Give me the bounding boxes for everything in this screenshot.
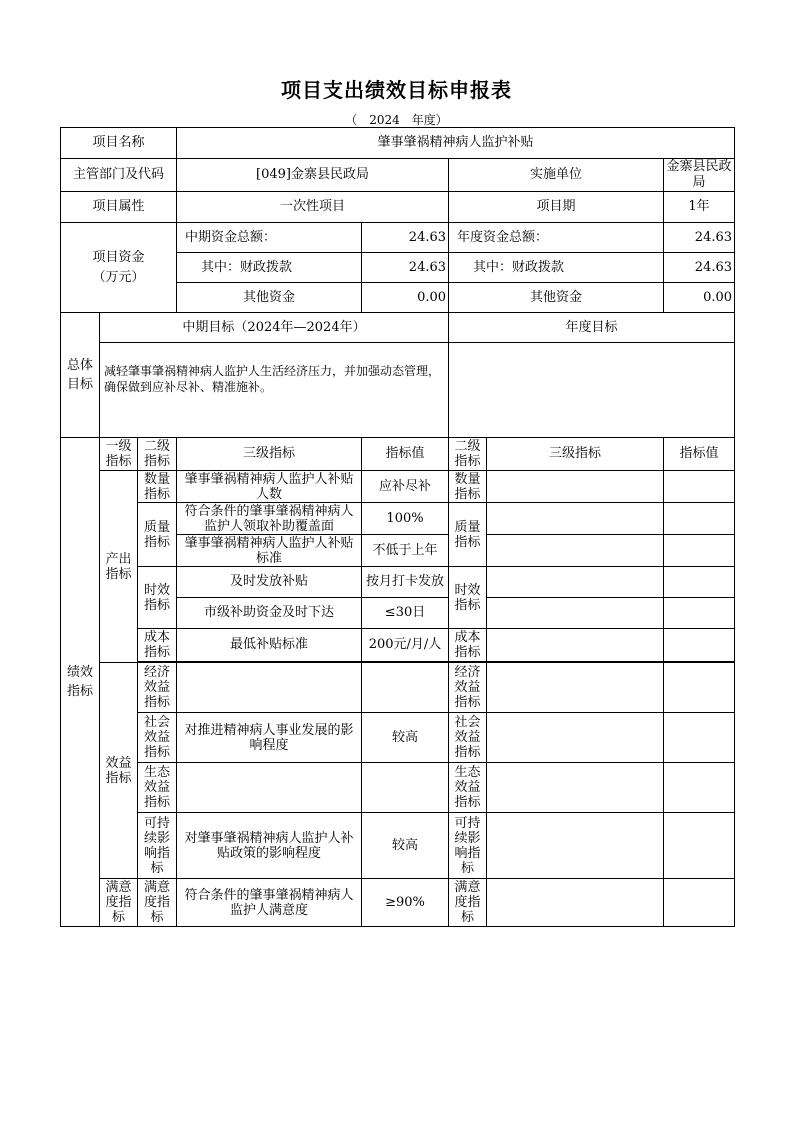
benefit-indicator-label: 效益指标 <box>100 663 138 879</box>
mid-other-label: 其他资金 <box>177 283 362 313</box>
year-goal-text <box>449 343 735 438</box>
satisfaction-1-name: 符合条件的肇事肇祸精神病人监护人满意度 <box>177 879 362 927</box>
project-name-value: 肇事肇祸精神病人监护补贴 <box>177 128 735 159</box>
right-quantity-label: 数量指标 <box>449 471 487 503</box>
right-sustainable-name <box>487 813 664 879</box>
header-level3: 三级指标 <box>177 438 362 471</box>
social-indicator-label: 社会效益指标 <box>138 713 177 763</box>
quality-2-value: 不低于上年 <box>362 535 449 567</box>
cost-1-value: 200元/月/人 <box>362 629 449 662</box>
header-level1: 一级指标 <box>100 438 138 471</box>
satisfaction-1-value: ≥90% <box>362 879 449 927</box>
right-quality-value-2 <box>664 535 735 567</box>
satisfaction-indicator-label: 满意度指标 <box>100 879 138 927</box>
period-value: 1年 <box>664 192 735 223</box>
right-timeliness-name-1 <box>487 567 664 598</box>
year-fiscal-value: 24.63 <box>664 253 735 283</box>
quantity-1-value: 应补尽补 <box>362 471 449 503</box>
quality-indicator-label: 质量指标 <box>138 503 177 567</box>
timeliness-1-name: 及时发放补贴 <box>177 567 362 598</box>
year-total-label: 年度资金总额： <box>449 223 664 253</box>
sustainable-1-value: 较高 <box>362 813 449 879</box>
satisfaction2-indicator-label: 满意度指标 <box>138 879 177 927</box>
header-level3-right: 三级指标 <box>487 438 664 471</box>
header-value: 指标值 <box>362 438 449 471</box>
quality-1-value: 100% <box>362 503 449 535</box>
right-timeliness-label: 时效指标 <box>449 567 487 629</box>
sustainable-indicator-label: 可持续影响指标 <box>138 813 177 879</box>
mid-total-value: 24.63 <box>362 223 449 253</box>
quality-1-name: 符合条件的肇事肇祸精神病人监护人领取补助覆盖面 <box>177 503 362 535</box>
right-satisfaction-name <box>487 879 664 927</box>
timeliness-2-value: ≤30日 <box>362 598 449 629</box>
quantity-indicator-label: 数量指标 <box>138 471 177 503</box>
right-timeliness-value-1 <box>664 567 735 598</box>
dept-value: [049]金寨县民政局 <box>177 159 449 192</box>
year-other-value: 0.00 <box>664 283 735 313</box>
right-economic-name <box>487 663 664 713</box>
output-indicator-label: 产出指标 <box>100 471 138 663</box>
right-cost-label: 成本指标 <box>449 629 487 662</box>
year-fiscal-label: 其中：财政拨款 <box>449 253 664 283</box>
economic-indicator-label: 经济效益指标 <box>138 663 177 713</box>
attr-label: 项目属性 <box>61 192 177 223</box>
right-quality-name-2 <box>487 535 664 567</box>
timeliness-1-value: 按月打卡发放 <box>362 567 449 598</box>
overall-goal-label: 总体目标 <box>61 313 100 438</box>
mid-total-label: 中期资金总额： <box>177 223 362 253</box>
right-cost-name <box>487 629 664 662</box>
right-ecological-value <box>664 763 735 813</box>
ecological-1-name <box>177 763 362 813</box>
social-1-name: 对推进精神病人事业发展的影响程度 <box>177 713 362 763</box>
right-sustainable-value <box>664 813 735 879</box>
right-quantity-value <box>664 471 735 503</box>
mid-fiscal-label: 其中：财政拨款 <box>177 253 362 283</box>
timeliness-2-name: 市级补助资金及时下达 <box>177 598 362 629</box>
header-level2-right: 二级指标 <box>449 438 487 471</box>
right-social-value <box>664 713 735 763</box>
impl-unit-label: 实施单位 <box>449 159 664 192</box>
mid-other-value: 0.00 <box>362 283 449 313</box>
right-economic-value <box>664 663 735 713</box>
quality-2-name: 肇事肇祸精神病人监护人补贴标准 <box>177 535 362 567</box>
economic-1-name <box>177 663 362 713</box>
year-total-value: 24.63 <box>664 223 735 253</box>
right-cost-value <box>664 629 735 662</box>
right-quality-value-1 <box>664 503 735 535</box>
mid-goal-header: 中期目标（2024年—2024年） <box>100 313 449 343</box>
mid-fiscal-value: 24.63 <box>362 253 449 283</box>
timeliness-indicator-label: 时效指标 <box>138 567 177 629</box>
dept-label: 主管部门及代码 <box>61 159 177 192</box>
impl-unit-value: 金寨县民政局 <box>664 159 735 192</box>
attr-value: 一次性项目 <box>177 192 449 223</box>
report-year: （ 2024 年度） <box>345 113 448 127</box>
right-economic-label: 经济效益指标 <box>449 663 487 713</box>
right-social-name <box>487 713 664 763</box>
right-satisfaction-label: 满意度指标 <box>449 879 487 927</box>
period-label: 项目期 <box>449 192 664 223</box>
indicators-label: 绩效指标 <box>61 438 100 927</box>
right-ecological-name <box>487 763 664 813</box>
performance-target-table <box>60 127 735 927</box>
economic-1-value <box>362 663 449 713</box>
page-title: 项目支出绩效目标申报表 <box>281 78 512 102</box>
right-quality-label: 质量指标 <box>449 503 487 567</box>
right-quality-name-1 <box>487 503 664 535</box>
right-satisfaction-value <box>664 879 735 927</box>
year-other-label: 其他资金 <box>449 283 664 313</box>
right-social-label: 社会效益指标 <box>449 713 487 763</box>
project-name-label: 项目名称 <box>61 128 177 159</box>
right-timeliness-value-2 <box>664 598 735 629</box>
year-goal-header: 年度目标 <box>449 313 735 343</box>
cost-indicator-label: 成本指标 <box>138 629 177 662</box>
sustainable-1-name: 对肇事肇祸精神病人监护人补贴政策的影响程度 <box>177 813 362 879</box>
quantity-1-name: 肇事肇祸精神病人监护人补贴人数 <box>177 471 362 503</box>
social-1-value: 较高 <box>362 713 449 763</box>
header-level2: 二级指标 <box>138 438 177 471</box>
cost-1-name: 最低补贴标准 <box>177 629 362 662</box>
header-value-right: 指标值 <box>664 438 735 471</box>
right-quantity-name <box>487 471 664 503</box>
ecological-indicator-label: 生态效益指标 <box>138 763 177 813</box>
right-ecological-label: 生态效益指标 <box>449 763 487 813</box>
ecological-1-value <box>362 763 449 813</box>
right-sustainable-label: 可持续影响指标 <box>449 813 487 879</box>
right-timeliness-name-2 <box>487 598 664 629</box>
mid-goal-text: 减轻肇事肇祸精神病人监护人生活经济压力，并加强动态管理，确保做到应补尽补、精准施补。 <box>100 343 449 438</box>
funds-label: 项目资金 （万元） <box>61 223 177 313</box>
